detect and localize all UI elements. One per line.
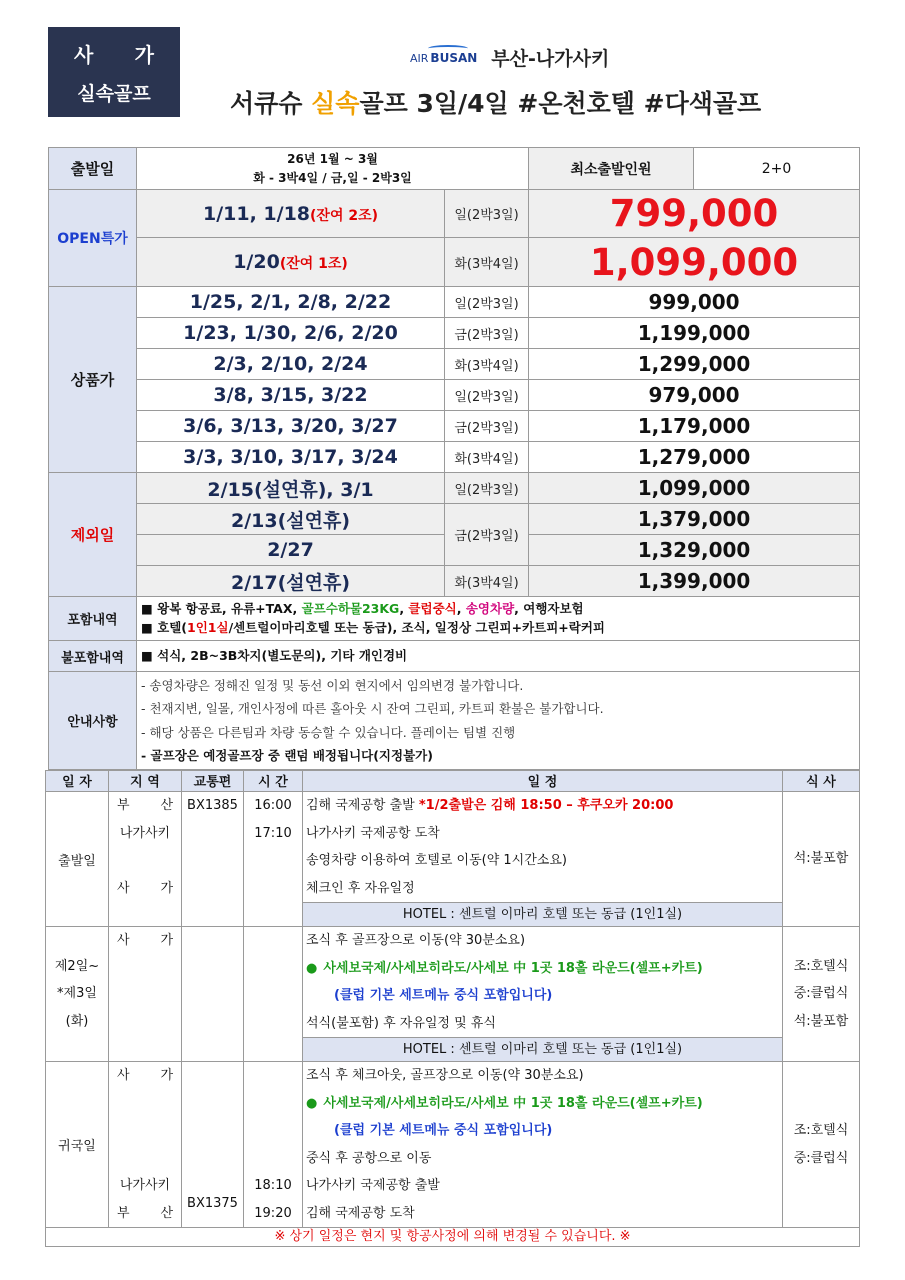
product-price: 999,000 <box>529 287 860 318</box>
itinerary-line: 나가사키 국제공항 출발 <box>306 1178 440 1193</box>
region-busan: 부 산 <box>117 798 173 813</box>
product-duration: 금(2박3일) <box>445 411 529 442</box>
badge-subtitle: 실속골프 <box>77 83 151 105</box>
swoosh-icon <box>428 45 468 52</box>
notice-row <box>49 672 860 770</box>
open-row <box>49 238 860 287</box>
open-row <box>49 190 860 238</box>
product-row <box>49 442 860 473</box>
except-dates: 2/13(설연휴) <box>137 504 445 535</box>
except-price: 1,399,000 <box>529 566 860 597</box>
include-text: ■ 왕복 항공료, 유류+TAX, 골프수하물23KG, 클럽중식, 송영차량, 여행자보험 ■ 호텔(1인1실/센트럴이마리호텔 또는 동급), 조식, 일정상 그린피+카트피+락커피 <box>137 597 860 641</box>
except-duration: 화(3박4일) <box>445 566 529 597</box>
badge-char-1: 사 <box>74 43 94 67</box>
notice-item: - 송영차량은 정해진 일정 및 동선 이외 현지에서 임의변경 불가합니다. <box>141 677 524 693</box>
flight-cell <box>182 927 244 1062</box>
itinerary-line: 조식 후 체크아웃, 골프장으로 이동(약 30분소요) <box>306 1068 584 1083</box>
time-cell <box>244 927 303 1062</box>
exclude-row <box>49 641 860 672</box>
product-row <box>49 411 860 442</box>
except-row <box>49 566 860 597</box>
badge-char-2: 가 <box>134 43 154 67</box>
schedule-day-1 <box>46 792 860 927</box>
itinerary-line: 중식 후 공항으로 이동 <box>306 1150 432 1166</box>
region-cell <box>109 927 182 1062</box>
region-saga: 사 가 <box>117 1068 173 1083</box>
except-price: 1,379,000 <box>529 504 860 535</box>
airbusan-logo: AIR BUSAN <box>410 52 477 64</box>
product-price: 979,000 <box>529 380 860 411</box>
departure-row <box>49 148 860 190</box>
time-cell <box>244 1062 303 1228</box>
col-meal: 식 사 <box>783 771 860 792</box>
schedule-day-2 <box>46 927 860 1062</box>
except-dates: 2/27 <box>137 535 445 566</box>
product-row <box>49 349 860 380</box>
departure-info: 26년 1월 ~ 3월 화 - 3박4일 / 금,일 - 2박3일 <box>137 148 529 190</box>
product-dates: 1/25, 2/1, 2/8, 2/22 <box>137 287 445 318</box>
except-dates: 2/15(설연휴), 3/1 <box>137 473 445 504</box>
except-row <box>49 504 860 535</box>
flight-cell <box>182 1062 244 1228</box>
day-label: 제2일~ *제3일 (화) <box>46 927 109 1062</box>
itinerary-cell <box>303 792 783 927</box>
itinerary-line: ● 사세보국제/사세보히라도/사세보 中 1곳 18홀 라운드(셀프+카트) <box>306 960 703 976</box>
time-cell <box>244 792 303 927</box>
price-table <box>48 147 860 770</box>
departure-label: 출발일 <box>49 148 137 190</box>
product-duration: 금(2박3일) <box>445 318 529 349</box>
schedule-footer <box>46 1228 860 1247</box>
schedule-day-3 <box>46 1062 860 1228</box>
open-price: 1,099,000 <box>529 238 860 287</box>
itinerary-line: 체크인 후 자유일정 <box>306 880 415 896</box>
include-label: 포함내역 <box>49 597 137 641</box>
product-dates: 3/6, 3/13, 3/20, 3/27 <box>137 411 445 442</box>
except-row <box>49 473 860 504</box>
itinerary-line: (클럽 기본 세트메뉴 중식 포함입니다) <box>334 1123 553 1138</box>
itinerary-line: ● 사세보국제/사세보히라도/사세보 中 1곳 18홀 라운드(셀프+카트) <box>306 1095 703 1111</box>
min-depart-value: 2+0 <box>694 148 860 190</box>
product-badge <box>48 27 180 117</box>
route-title: 부산-나가사키 <box>491 48 610 70</box>
product-price: 1,279,000 <box>529 442 860 473</box>
open-price: 799,000 <box>529 190 860 238</box>
exclude-text: ■ 석식, 2B~3B차지(별도문의), 기타 개인경비 <box>137 641 860 672</box>
product-row <box>49 380 860 411</box>
open-dates: 1/11, 1/18(잔여 2조) <box>137 190 445 238</box>
notice-list <box>137 672 860 770</box>
region-nagasaki: 나가사키 <box>119 1178 171 1193</box>
except-price: 1,329,000 <box>529 535 860 566</box>
itinerary-line: (클럽 기본 세트메뉴 중식 포함입니다) <box>334 988 553 1003</box>
product-price: 1,299,000 <box>529 349 860 380</box>
arrive-time: 17:10 <box>254 825 292 841</box>
flight-number: BX1375 <box>187 1195 238 1211</box>
meal-breakfast: 조:호텔식 <box>793 1123 849 1138</box>
meal-cell <box>783 927 860 1062</box>
itinerary-cell <box>303 1062 783 1228</box>
itinerary-line: 나가사키 국제공항 도착 <box>306 825 440 841</box>
excluded-dates-label: 제외일 <box>49 473 137 597</box>
schedule-table <box>45 770 860 1247</box>
region-saga: 사 가 <box>117 880 173 896</box>
product-price-label: 상품가 <box>49 287 137 473</box>
col-region: 지 역 <box>109 771 182 792</box>
bullet-icon: ● <box>306 1095 318 1111</box>
arrive-time: 19:20 <box>254 1205 292 1221</box>
product-duration: 일(2박3일) <box>445 287 529 318</box>
col-flight: 교통편 <box>182 771 244 792</box>
product-duration: 일(2박3일) <box>445 380 529 411</box>
col-time: 시 간 <box>244 771 303 792</box>
hotel-info: HOTEL : 센트럴 이마리 호텔 또는 동급 (1인1실) <box>303 1037 782 1061</box>
meal-cell <box>783 792 860 927</box>
product-dates: 3/8, 3/15, 3/22 <box>137 380 445 411</box>
min-depart-label: 최소출발인원 <box>529 148 694 190</box>
notice-item: - 천재지변, 일몰, 개인사정에 따른 홀아웃 시 잔여 그린피, 카트피 환불은 불가합니다. <box>141 701 604 716</box>
day-label: 출발일 <box>46 792 109 927</box>
page-title: 서큐슈 실속골프 3일/4일 #온천호텔 #다색골프 <box>230 89 762 118</box>
region-cell <box>109 1062 182 1228</box>
product-row <box>49 287 860 318</box>
except-price: 1,099,000 <box>529 473 860 504</box>
itinerary-line: 송영차량 이용하여 호텔로 이동(약 1시간소요) <box>306 853 567 868</box>
open-special-label: OPEN특가 <box>49 190 137 287</box>
product-price: 1,199,000 <box>529 318 860 349</box>
product-price: 1,179,000 <box>529 411 860 442</box>
meal-dinner: 석:불포함 <box>793 1013 849 1029</box>
col-day: 일 자 <box>46 771 109 792</box>
except-duration: 일(2박3일) <box>445 473 529 504</box>
col-itinerary: 일 정 <box>303 771 783 792</box>
meal-dinner: 석:불포함 <box>793 851 849 867</box>
meal-breakfast: 조:호텔식 <box>793 958 849 974</box>
airline-header <box>410 44 609 71</box>
itinerary-line: 김해 국제공항 출발 *1/2출발은 김해 18:50 – 후쿠오카 20:00 <box>306 798 674 813</box>
include-row <box>49 597 860 641</box>
meal-lunch: 중:클럽식 <box>793 986 849 1002</box>
open-dates: 1/20(잔여 1조) <box>137 238 445 287</box>
open-duration: 화(3박4일) <box>445 238 529 287</box>
itinerary-line: 석식(불포함) 후 자유일정 및 휴식 <box>306 1015 496 1031</box>
itinerary-cell <box>303 927 783 1062</box>
product-row <box>49 318 860 349</box>
day-label: 귀국일 <box>46 1062 109 1228</box>
product-dates: 2/3, 2/10, 2/24 <box>137 349 445 380</box>
meal-lunch: 중:클럽식 <box>793 1150 849 1166</box>
depart-time: 16:00 <box>254 798 292 813</box>
meal-cell <box>783 1062 860 1228</box>
region-cell <box>109 792 182 927</box>
itinerary-line: 김해 국제공항 도착 <box>306 1205 415 1221</box>
except-duration: 금(2박3일) <box>445 504 529 566</box>
schedule-header <box>46 771 860 792</box>
region-saga: 사 가 <box>117 933 173 948</box>
flight-number: BX1385 <box>187 798 238 813</box>
product-duration: 화(3박4일) <box>445 442 529 473</box>
depart-time: 18:10 <box>254 1178 292 1193</box>
region-nagasaki: 나가사키 <box>119 825 171 841</box>
footer-note: ※ 상기 일정은 현지 및 항공사정에 의해 변경될 수 있습니다. ※ <box>46 1228 860 1247</box>
product-dates: 3/3, 3/10, 3/17, 3/24 <box>137 442 445 473</box>
flight-cell <box>182 792 244 927</box>
except-dates: 2/17(설연휴) <box>137 566 445 597</box>
notice-label: 안내사항 <box>49 672 137 770</box>
product-dates: 1/23, 1/30, 2/6, 2/20 <box>137 318 445 349</box>
hotel-info: HOTEL : 센트럴 이마리 호텔 또는 동급 (1인1실) <box>303 902 782 926</box>
product-duration: 화(3박4일) <box>445 349 529 380</box>
open-duration: 일(2박3일) <box>445 190 529 238</box>
bullet-icon: ● <box>306 960 318 976</box>
region-busan: 부 산 <box>117 1205 173 1221</box>
itinerary-line: 조식 후 골프장으로 이동(약 30분소요) <box>306 933 526 948</box>
exclude-label: 불포함내역 <box>49 641 137 672</box>
notice-item: - 해당 상품은 다른팀과 차량 동승할 수 있습니다. 플레이는 팀별 진행 <box>141 724 516 740</box>
notice-item: - 골프장은 예정골프장 중 랜덤 배정됩니다(지정불가) <box>141 748 433 763</box>
